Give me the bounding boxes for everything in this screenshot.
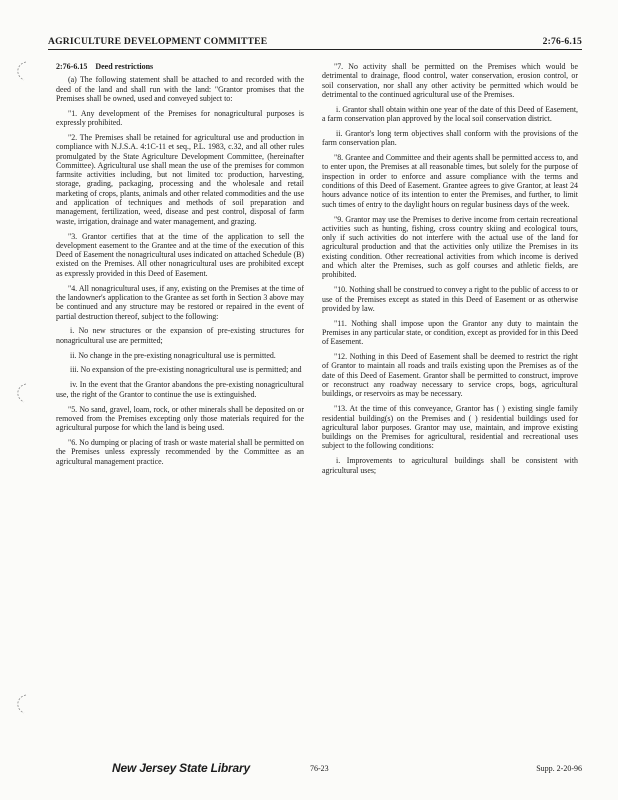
punch-hole-mark: [12, 693, 32, 715]
section-number: 2:76-6.15: [56, 62, 88, 71]
supplement-date: Supp. 2-20-96: [536, 764, 582, 773]
page-footer: [48, 763, 582, 777]
paragraph: "8. Grantee and Committee and their agents shall be permitted access to, and to enter upon, the Premises at all reasonable times, but solely for the purpose of inspection in order to enforce and assure compliance with the terms and conditions of this Deed of Easement. Grantee agrees to give Grantor, at least 24 hours advance notice of its intention to enter the Premises, and further, to limit such times of entry to the daylight hours on regular business days of the week.: [322, 153, 578, 209]
paragraph: "2. The Premises shall be retained for agricultural use and production in compliance with N.J.S.A. 4:1C-11 et seq., P.L. 1983, c.32, and all other rules promulgated by the State Agriculture Development Committee, (hereinafter Committee). Agricultural use shall mean the use of the premises for common farmsite activities including, but not limited to: production, harvesting, storage, grading, packaging, processing and the wholesale and retail marketing of crops, plants, animals and other related commodities and the use and application of techniques and methods of soil preparation and management, fertilization, weed, disease and pest control, disposal of farm waste, irrigation, drainage and water management, and grazing.: [56, 132, 304, 226]
running-header: [48, 36, 582, 47]
header-rule: [48, 49, 582, 50]
paragraph: "10. Nothing shall be construed to convey a right to the public of access to or use of the Premises except as stated in this Deed of Easement or as otherwise provided by law.: [322, 285, 578, 313]
subparagraph: iii. No expansion of the pre-existing nonagricultural use is permitted; and: [70, 365, 302, 375]
paragraph: (a) The following statement shall be attached to and recorded with the deed of the land and shall run with the land: "Grantor promises that the Premises shall be owned, used and conveyed subject to:: [56, 75, 304, 103]
header-title: AGRICULTURE DEVELOPMENT COMMITTEE: [48, 36, 268, 47]
header-section-number: 2:76-6.15: [542, 36, 582, 47]
section-title: Deed restrictions: [95, 62, 154, 71]
subparagraph: i. Grantor shall obtain within one year of the date of this Deed of Easement, a farm conservation plan approved by the local soil conservation district.: [322, 104, 578, 124]
paragraph: "3. Grantor certifies that at the time of the application to sell the development easement to the Grantee and at the time of the execution of this Deed of Easement the nonagricultural uses indicated on attached Schedule (B) existed on the Premises. All other nonagricultural uses are prohibited except as expressly provided in this Deed of Easement.: [56, 231, 304, 278]
library-stamp: New Jersey State Library: [112, 761, 250, 775]
paragraph: "13. At the time of this conveyance, Grantor has ( ) existing single family residential building(s) on the Premises and ( ) residential buildings used for agricultural labor purposes. Grantor may use, maintain, and improve existing buildings on the Premises for agricultural, residential and recreational uses subject to the following conditions:: [322, 404, 578, 451]
paragraph: "6. No dumping or placing of trash or waste material shall be permitted on the Premises unless expressly recommended by the Committee as an agricultural management practice.: [56, 438, 304, 466]
page-number: 76-23: [310, 764, 329, 773]
subparagraph: ii. No change in the pre-existing nonagricultural use is permitted.: [70, 350, 276, 360]
punch-hole-mark: [12, 382, 32, 404]
paragraph: "5. No sand, gravel, loam, rock, or other minerals shall be deposited on or removed from the Premises excepting only those materials required for the agricultural purpose for which the land is being used.: [56, 404, 304, 433]
subparagraph: iv. In the event that the Grantor abandons the pre-existing nonagricultural use, the right of the Grantor to continue the use is extinguished.: [56, 380, 304, 399]
right-column: [322, 62, 578, 481]
subparagraph: ii. Grantor's long term objectives shall conform with the provisions of the farm conservation plan.: [322, 128, 578, 148]
subparagraph: i. No new structures or the expansion of pre-existing structures for nonagricultural use are permitted;: [56, 326, 304, 345]
paragraph: "9. Grantor may use the Premises to derive income from certain recreational activities such as hunting, fishing, cross country skiing and ecological tours, only if such activities do not interfere with the actual use of the land for agricultural production and that the activities only utilize the Premises in its existing condition. Other recreational activities from which income is derived and which alter the Premises, such as golf courses and athletic fields, are prohibited.: [322, 214, 578, 280]
paragraph: "1. Any development of the Premises for nonagricultural purposes is expressly prohibited.: [56, 108, 304, 128]
subparagraph: i. Improvements to agricultural buildings shall be consistent with agricultural uses;: [322, 456, 578, 475]
paragraph: "7. No activity shall be permitted on the Premises which would be detrimental to drainage, flood control, water conservation, erosion control, or soil conservation, nor shall any other activity be permitted which would be detrimental to the continued agricultural use of the Premises.: [322, 62, 578, 99]
punch-hole-mark: [12, 60, 32, 82]
left-column: [56, 62, 304, 472]
paragraph: "11. Nothing shall impose upon the Grantor any duty to maintain the Premises in any particular state, or condition, except as provided for in this Deed of Easement.: [322, 318, 578, 347]
paragraph: "12. Nothing in this Deed of Easement shall be deemed to restrict the right of Grantor to maintain all roads and trails existing upon the Premises as of the date of this Deed of Easement. Grantor shall be permitted to construct, improve or reconstruct any roadway necessary to service crops, bogs, agricultural buildings, or reservoirs as may be necessary.: [322, 352, 578, 399]
section-heading: [56, 62, 304, 71]
paragraph: "4. All nonagricultural uses, if any, existing on the Premises at the time of the landowner's application to the Grantee as set forth in Section 3 above may be continued and any structure may be restored or repaired in the event of partial destruction thereof, subject to the following:: [56, 283, 304, 321]
